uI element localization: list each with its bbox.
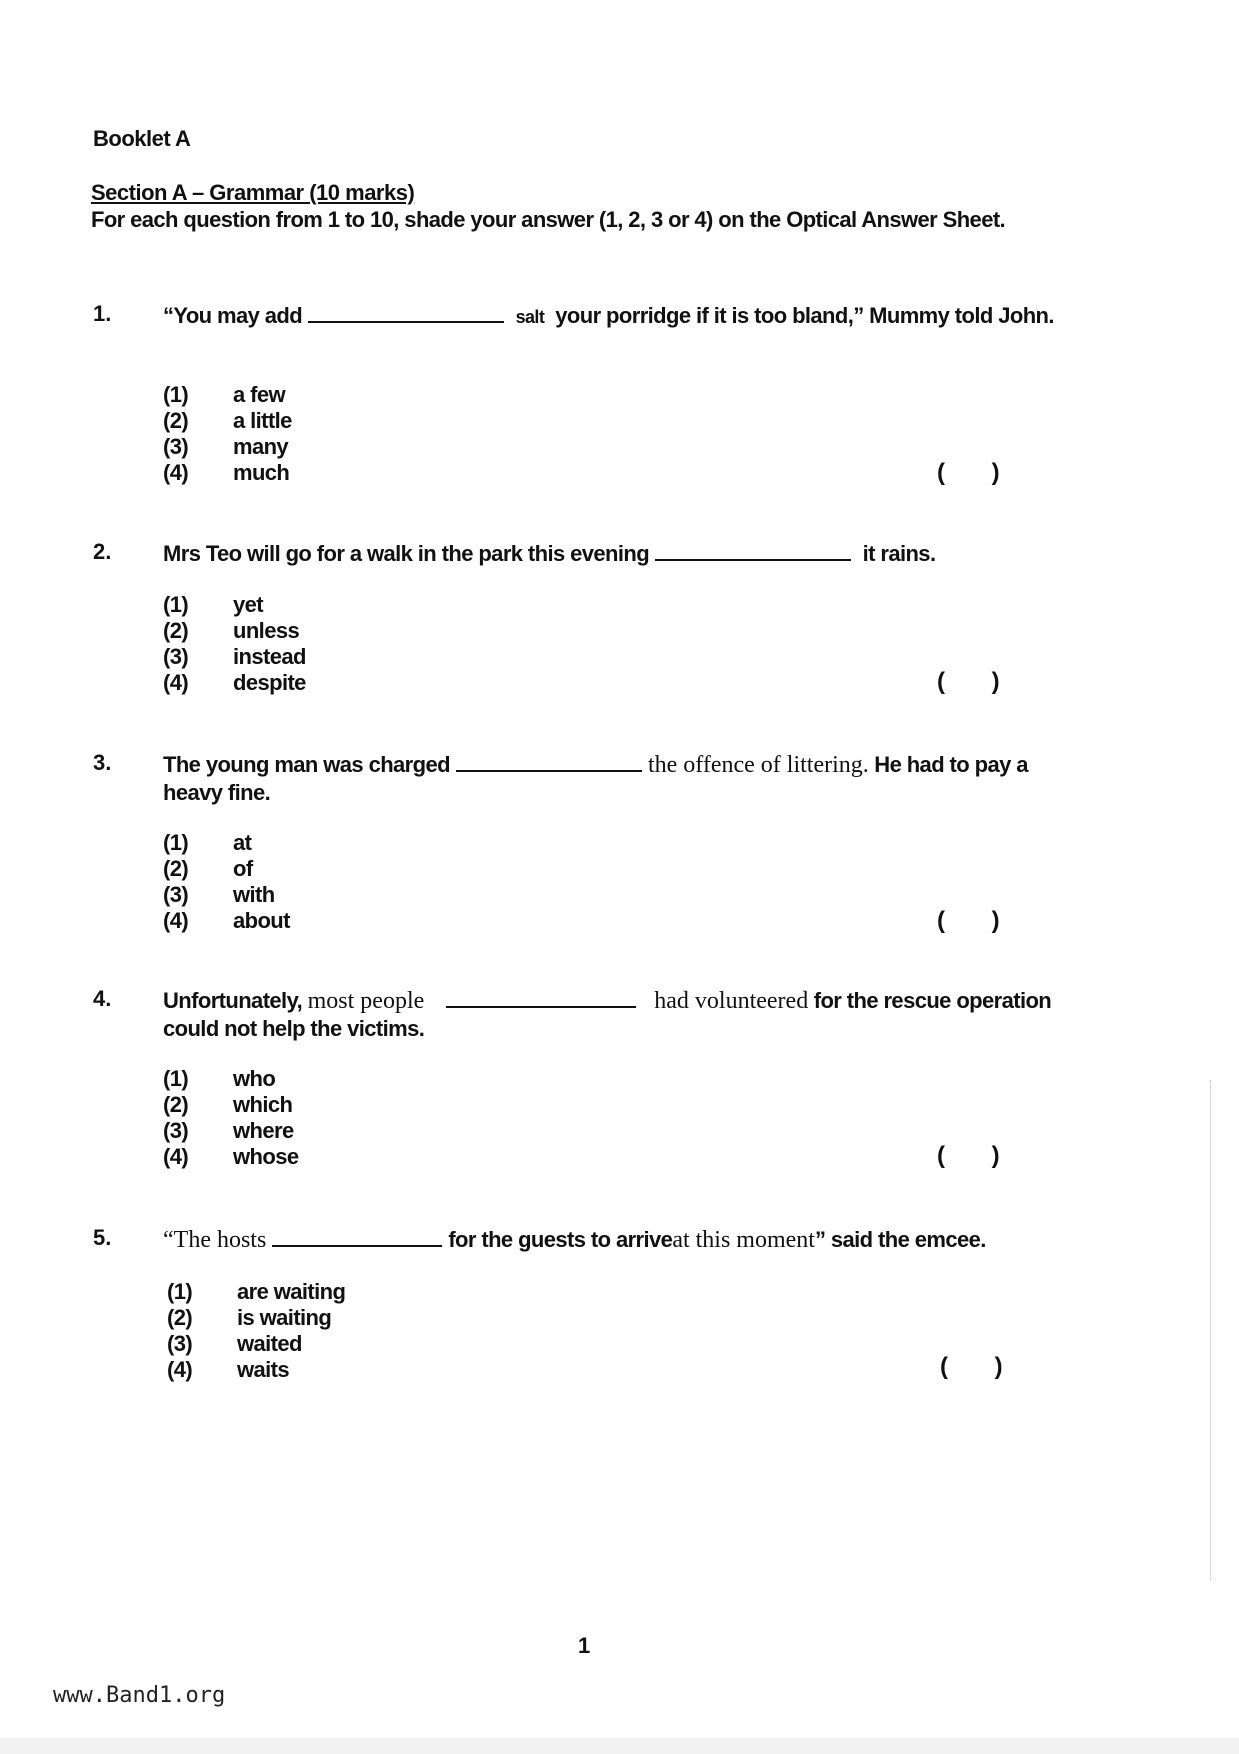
option-3: [163, 434, 292, 460]
option-number: (2): [163, 1092, 189, 1117]
answer-blank: [655, 539, 851, 561]
question-stem: [163, 750, 1063, 806]
question-number: 5.: [93, 1225, 112, 1250]
option-list: [163, 1066, 298, 1170]
option-3: [163, 882, 290, 908]
option-4: [167, 1357, 345, 1383]
option-4: [163, 460, 292, 486]
stem-text-before: Mrs Teo will go for a walk in the park this evening: [163, 541, 650, 566]
scan-footer-band: [0, 1738, 1239, 1754]
option-number: (4): [163, 670, 189, 695]
option-list: [163, 382, 292, 486]
option-1: [163, 1066, 298, 1092]
stem-text-after: it rains.: [862, 541, 936, 566]
option-text: with: [233, 882, 275, 907]
stem-text-before: “You may add: [163, 303, 303, 328]
answer-bracket[interactable]: ( ): [937, 459, 1000, 486]
website-watermark: www.Band1.org: [53, 1683, 226, 1708]
option-3: [163, 1118, 298, 1144]
option-4: [163, 670, 306, 696]
stem-text-serif-after: had volunteered: [654, 988, 809, 1014]
option-number: (4): [163, 460, 189, 485]
option-number: (2): [163, 408, 189, 433]
option-1: [163, 830, 290, 856]
option-text: of: [233, 856, 253, 881]
option-number: (3): [163, 882, 189, 907]
stem-text-after: He had to pay a heavy fine.: [163, 752, 1028, 805]
question-number: 1.: [93, 301, 112, 326]
stem-text-before: Unfortunately,: [163, 988, 303, 1013]
option-text: is waiting: [237, 1305, 332, 1330]
stem-text-after: for the rescue operation could not help the victims.: [163, 988, 1052, 1041]
option-text: which: [233, 1092, 293, 1117]
option-number: (4): [163, 908, 189, 933]
option-text: who: [233, 1066, 276, 1091]
option-text: waits: [237, 1357, 290, 1382]
option-text: a little: [233, 408, 292, 433]
option-number: (4): [167, 1357, 193, 1382]
option-text: about: [233, 908, 290, 933]
option-number: (2): [163, 618, 189, 643]
option-list: [163, 592, 306, 696]
stem-text-serif-before: most people: [307, 988, 425, 1014]
option-text: waited: [237, 1331, 302, 1356]
stem-text-after-2: ” said the emcee.: [814, 1227, 986, 1252]
option-number: (1): [163, 592, 189, 617]
option-1: [167, 1279, 345, 1305]
question-stem: [163, 1225, 1063, 1254]
question-number: 4.: [93, 986, 112, 1011]
option-text: are waiting: [237, 1279, 346, 1304]
option-text: yet: [233, 592, 263, 617]
answer-blank: [308, 301, 504, 323]
question-number: 2.: [93, 539, 112, 564]
option-text: at: [233, 830, 252, 855]
option-number: (1): [167, 1279, 193, 1304]
section-title: Section A – Grammar (10 marks): [91, 180, 415, 205]
booklet-heading: Booklet A: [93, 126, 191, 151]
option-text: despite: [233, 670, 306, 695]
question-stem: [163, 301, 1063, 331]
section-instructions: For each question from 1 to 10, shade your answer (1, 2, 3 or 4) on the Optical Answer Sheet.: [91, 207, 1006, 232]
question-number: 3.: [93, 750, 112, 775]
stem-text-serif-after: at this moment: [672, 1227, 815, 1253]
option-number: (3): [163, 434, 189, 459]
option-number: (1): [163, 830, 189, 855]
option-number: (3): [163, 1118, 189, 1143]
answer-blank: [272, 1225, 442, 1247]
option-text: instead: [233, 644, 306, 669]
option-number: (4): [163, 1144, 189, 1169]
option-text: unless: [233, 618, 300, 643]
stem-text-before: The young man was charged: [163, 752, 450, 777]
stem-text-after: your porridge if it is too bland,” Mummy told John.: [555, 303, 1054, 328]
answer-bracket[interactable]: ( ): [937, 668, 1000, 695]
option-text: much: [233, 460, 290, 485]
option-number: (2): [167, 1305, 193, 1330]
option-2: [163, 618, 306, 644]
option-text: where: [233, 1118, 294, 1143]
option-number: (3): [167, 1331, 193, 1356]
option-4: [163, 1144, 298, 1170]
stem-text-serif: the offence of littering.: [647, 752, 869, 778]
option-number: (3): [163, 644, 189, 669]
option-2: [163, 856, 290, 882]
option-text: a few: [233, 382, 286, 407]
option-2: [167, 1305, 345, 1331]
stem-text-serif-before: “The hosts: [163, 1227, 267, 1253]
option-number: (2): [163, 856, 189, 881]
option-3: [167, 1331, 345, 1357]
answer-blank: [456, 750, 642, 772]
stem-text-after: for the guests to arrive: [448, 1227, 673, 1252]
option-number: (1): [163, 382, 189, 407]
answer-bracket[interactable]: ( ): [937, 907, 1000, 934]
page-number: 1: [578, 1633, 591, 1658]
option-1: [163, 382, 292, 408]
answer-bracket[interactable]: ( ): [937, 1142, 1000, 1169]
option-2: [163, 408, 292, 434]
scan-edge-artifact: [1210, 1080, 1213, 1580]
option-3: [163, 644, 306, 670]
option-text: many: [233, 434, 289, 459]
stem-text-small: salt: [515, 307, 545, 327]
question-stem: [163, 539, 1063, 567]
answer-blank: [446, 986, 636, 1008]
option-4: [163, 908, 290, 934]
answer-bracket[interactable]: ( ): [940, 1353, 1003, 1380]
option-number: (1): [163, 1066, 189, 1091]
option-text: whose: [233, 1144, 299, 1169]
option-1: [163, 592, 306, 618]
option-2: [163, 1092, 298, 1118]
question-stem: [163, 986, 1063, 1042]
option-list: [167, 1279, 345, 1383]
option-list: [163, 830, 290, 934]
